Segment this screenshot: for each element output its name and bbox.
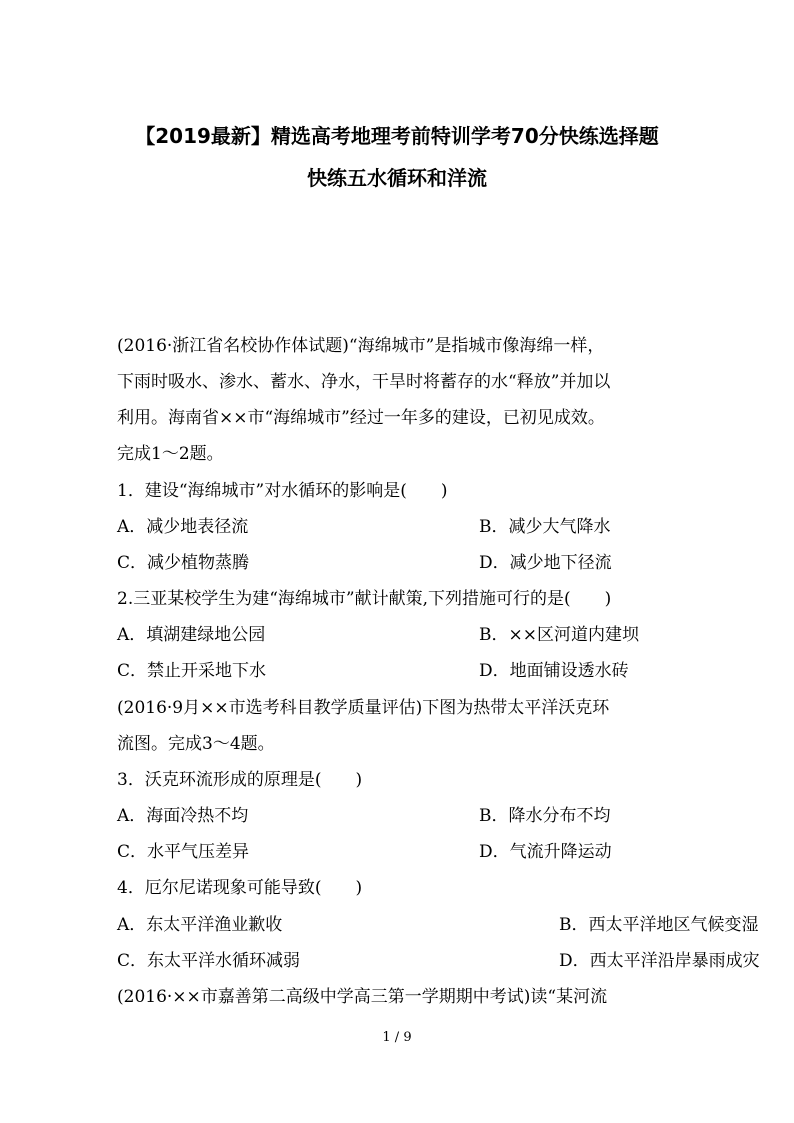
question-3-option-b: B．降水分布不均 (479, 806, 611, 826)
intro-1-line-1: (2016·浙江省名校协作体试题)“海绵城市”是指城市像海绵一样， (117, 336, 605, 356)
question-2-option-a: A．填湖建绿地公园 (117, 625, 266, 645)
question-1-option-a: A．减少地表径流 (117, 517, 249, 537)
question-1-option-b: B．减少大气降水 (479, 517, 611, 537)
question-1-options-row-1 (117, 515, 611, 539)
question-2-stem: 2.三亚某校学生为建“海绵城市”献计献策,下列措施可行的是( ) (117, 589, 612, 609)
intro-2-line-1: (2016·9月××市选考科目教学质量评估)下图为热带太平洋沃克环 (117, 698, 610, 718)
question-2-option-d: D．地面铺设透水砖 (479, 661, 629, 681)
question-4-option-c: C．东太平洋水循环减弱 (117, 951, 301, 971)
question-4-option-a: A．东太平洋渔业歉收 (117, 915, 283, 935)
question-2-options-row-1 (117, 623, 639, 647)
document-title-line-2: 快练五水循环和洋流 (307, 166, 487, 190)
intro-3-line-1: (2016·××市嘉善第二高级中学高三第一学期期中考试)读“某河流 (117, 987, 608, 1007)
intro-1-line-4: 完成1～2题。 (117, 444, 224, 464)
question-3-stem: 3．沃克环流形成的原理是( ) (117, 770, 363, 790)
question-2-options-row-2 (117, 659, 629, 683)
intro-1-line-2: 下雨时吸水、渗水、蓄水、净水，干旱时将蓄存的水“释放”并加以 (117, 372, 611, 392)
question-3-options-row-1 (117, 804, 611, 828)
question-3-options-row-2 (117, 840, 612, 864)
question-4-stem: 4．厄尔尼诺现象可能导致( ) (117, 878, 363, 898)
question-3-option-c: C．水平气压差异 (117, 842, 250, 862)
question-2-option-b: B．××区河道内建坝 (479, 625, 639, 645)
question-4-option-b: B．西太平洋地区气候变湿 (559, 915, 759, 935)
question-4-options-row-2 (117, 949, 760, 973)
question-1-option-d: D．减少地下径流 (479, 553, 612, 573)
intro-1-line-3: 利用。海南省××市“海绵城市”经过一年多的建设，已初见成效。 (117, 408, 605, 428)
question-3-option-a: A．海面冷热不均 (117, 806, 249, 826)
question-2-option-c: C．禁止开采地下水 (117, 661, 267, 681)
document-title-line-1: 【2019最新】精选高考地理考前特训学考70分快练选择题 (135, 124, 659, 148)
page-number: 1 / 9 (382, 1030, 412, 1045)
question-4-options-row-1 (117, 913, 759, 937)
intro-2-line-2: 流图。完成3～4题。 (117, 734, 275, 754)
question-4-option-d: D．西太平洋沿岸暴雨成灾 (559, 951, 760, 971)
question-1-option-c: C．减少植物蒸腾 (117, 553, 250, 573)
question-3-option-d: D．气流升降运动 (479, 842, 612, 862)
question-1-stem: 1．建设“海绵城市”对水循环的影响是( ) (117, 481, 448, 501)
question-1-options-row-2 (117, 551, 612, 575)
